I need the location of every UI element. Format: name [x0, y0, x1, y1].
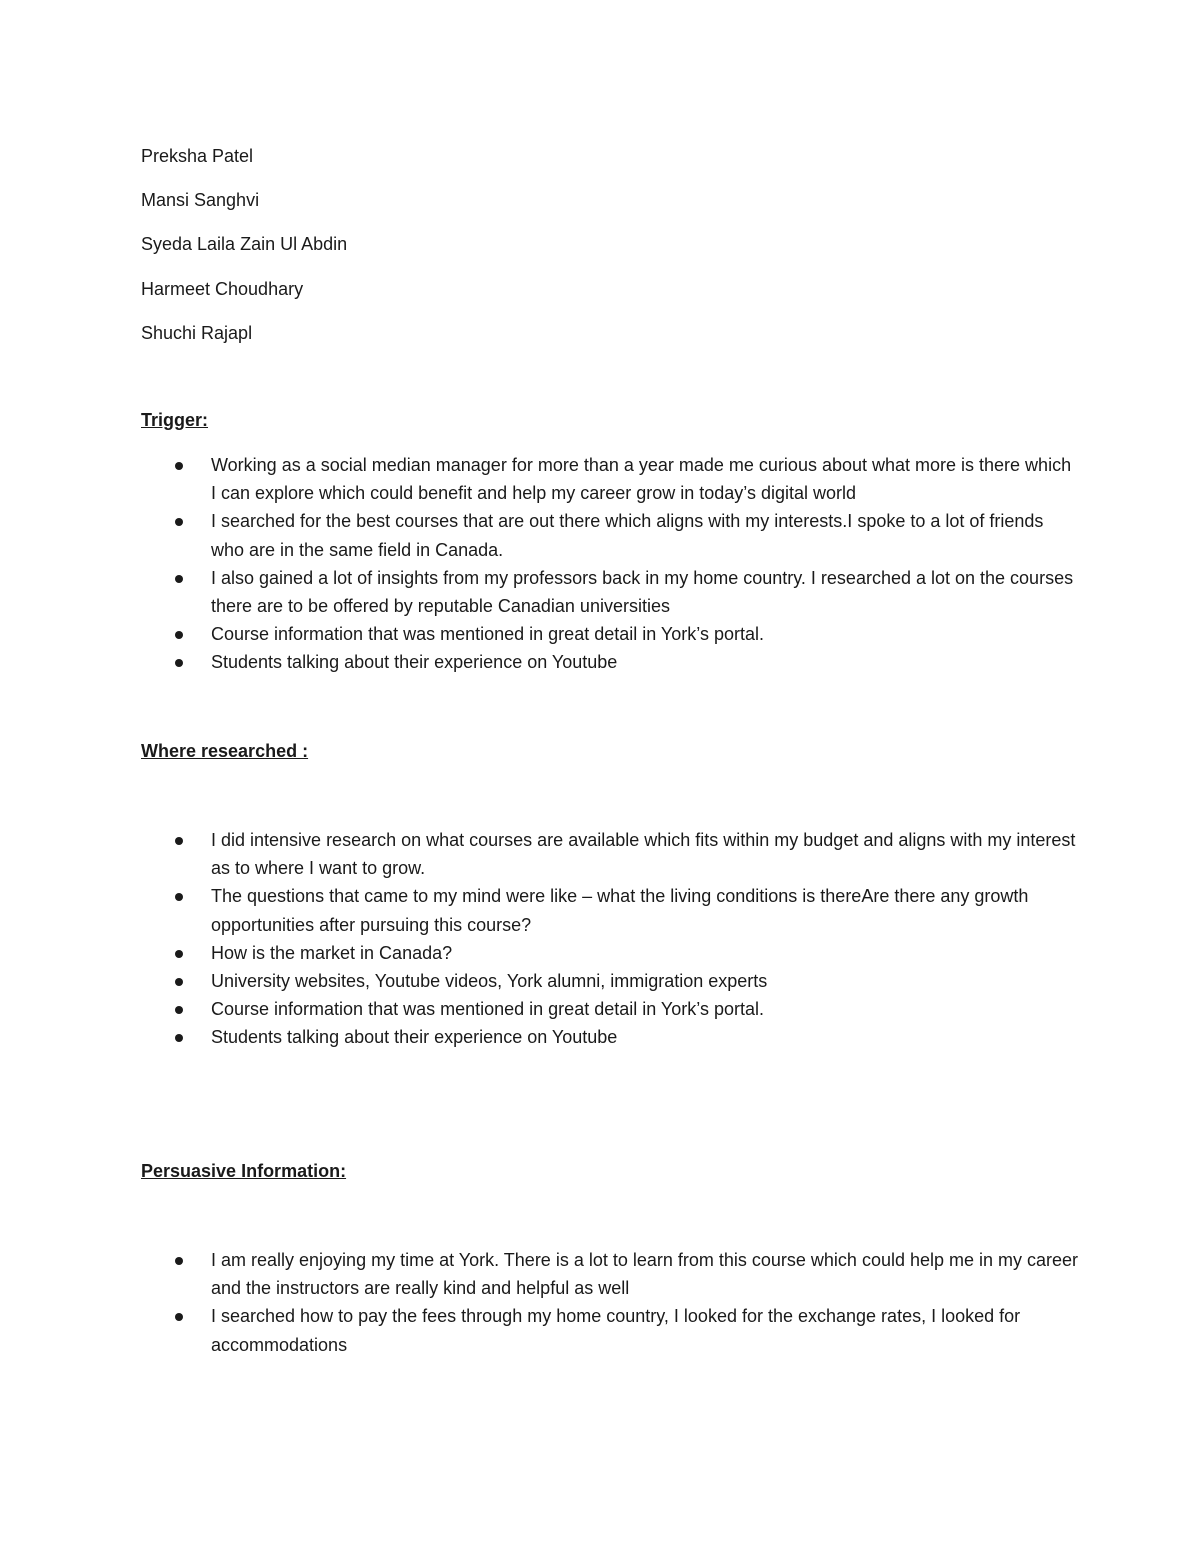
list-item: How is the market in Canada?	[0, 939, 1200, 967]
list-item: I also gained a lot of insights from my professors back in my home country. I researched a lot on the courses there are to be offered by reputable Canadian universities	[0, 564, 1200, 620]
author-name: Preksha Patel	[141, 146, 254, 166]
bullet-icon	[175, 575, 183, 583]
bullet-icon	[175, 950, 183, 958]
list-item: Students talking about their experience on Youtube	[0, 1023, 1200, 1051]
author-name: Harmeet Choudhary	[141, 279, 304, 299]
list-item: Course information that was mentioned in great detail in York’s portal.	[0, 995, 1200, 1023]
bullet-list-persuasive-information	[0, 1246, 1200, 1359]
author-name: Mansi Sanghvi	[141, 190, 260, 210]
list-item: I searched how to pay the fees through my home country, I looked for the exchange rates, I looked for accommodations	[0, 1302, 1200, 1358]
bullet-icon	[175, 1257, 183, 1265]
bullet-icon	[175, 837, 183, 845]
bullet-list-trigger	[0, 451, 1200, 677]
bullet-icon	[175, 1006, 183, 1014]
bullet-icon	[175, 1313, 183, 1321]
list-item: I searched for the best courses that are out there which aligns with my interests.I spoke to a lot of friends who are in the same field in Canada.	[0, 507, 1200, 563]
bullet-icon	[175, 518, 183, 526]
list-item: I am really enjoying my time at York. There is a lot to learn from this course which could help me in my career and the instructors are really kind and helpful as well	[0, 1246, 1200, 1302]
bullet-icon	[175, 462, 183, 470]
list-item: The questions that came to my mind were like – what the living conditions is thereAre there any growth opportunities after pursuing this course?	[0, 882, 1200, 938]
bullet-icon	[175, 1034, 183, 1042]
list-item: Course information that was mentioned in great detail in York’s portal.	[0, 620, 1200, 648]
author-name: Syeda Laila Zain Ul Abdin	[141, 234, 348, 254]
list-item: I did intensive research on what courses are available which fits within my budget and aligns with my interest as to where I want to grow.	[0, 826, 1200, 882]
bullet-icon	[175, 893, 183, 901]
author-name: Shuchi Rajapl	[141, 323, 253, 343]
bullet-icon	[175, 631, 183, 639]
section-heading-where-researched: Where researched :	[141, 741, 309, 761]
bullet-icon	[175, 659, 183, 667]
bullet-icon	[175, 978, 183, 986]
section-heading-persuasive-information: Persuasive Information:	[141, 1161, 347, 1181]
bullet-list-where-researched	[0, 826, 1200, 1052]
list-item: University websites, Youtube videos, York alumni, immigration experts	[0, 967, 1200, 995]
list-item: Working as a social median manager for more than a year made me curious about what more is there which I can explore which could benefit and help my career grow in today’s digital world	[0, 451, 1200, 507]
list-item: Students talking about their experience on Youtube	[0, 648, 1200, 676]
section-heading-trigger: Trigger:	[141, 410, 209, 430]
